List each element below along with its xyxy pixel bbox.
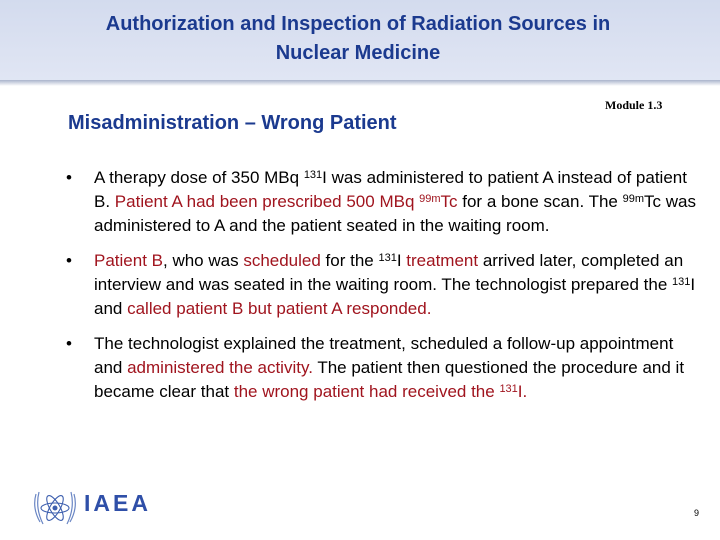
text: A therapy dose of 350 MBq [94,168,304,187]
bullet-item-1 [60,166,700,238]
highlight-text: Tc [440,192,458,211]
highlight-text: the wrong patient had received the [233,382,500,401]
highlight-text: called patient B but patient A responded. [127,299,432,318]
bullet-list [60,166,700,415]
superscript: 131 [499,383,518,395]
superscript: 131 [378,252,397,264]
superscript: 131 [303,169,323,181]
text: I and [94,275,696,318]
superscript: 131 [672,276,691,288]
slide-subtitle: Misadministration – Wrong Patient [68,112,397,134]
iaea-logo-text: IAEA [84,490,151,516]
text: arrived later, completed an interview and was seated in the waiting room. The technologist prepared the [94,251,684,294]
bullet-dot: • [66,251,72,270]
text: for a bone scan. The [457,192,623,211]
slide-title-line-1: Authorization and Inspection of Radiation Sources in [105,13,611,35]
highlight-text: Patient A had been prescribed 500 MBq [114,192,420,211]
text: I was administered to patient A instead of patient B. [94,168,687,211]
slide-title [20,10,696,68]
slide-title-line-2: Nuclear Medicine [275,42,441,64]
highlight-text: Patient B [94,251,163,270]
highlight-text: scheduled [243,251,321,270]
highlight-text: administered the activity. [127,358,313,377]
text: , who was [163,251,244,270]
text: The patient then questioned the procedure and it became clear that [94,358,685,401]
bullet-dot: • [66,334,72,353]
text: for the [320,251,379,270]
page-number: 9 [694,508,700,518]
superscript: 99m [622,193,645,205]
header-shadow [0,80,720,86]
module-label: Module 1.3 [605,98,663,112]
bullet-dot: • [66,168,72,187]
text: Tc was administered to A and the patient seated in the waiting room. [94,192,696,235]
highlight-text: I. [517,382,528,401]
text: The technologist explained the treatment, scheduled a follow-up appointment and [94,334,674,377]
text: I [396,251,407,270]
superscript: 99m [419,193,441,205]
bullet-item-2 [60,249,700,321]
highlight-text: treatment [406,251,479,270]
bullet-item-3 [60,332,700,404]
